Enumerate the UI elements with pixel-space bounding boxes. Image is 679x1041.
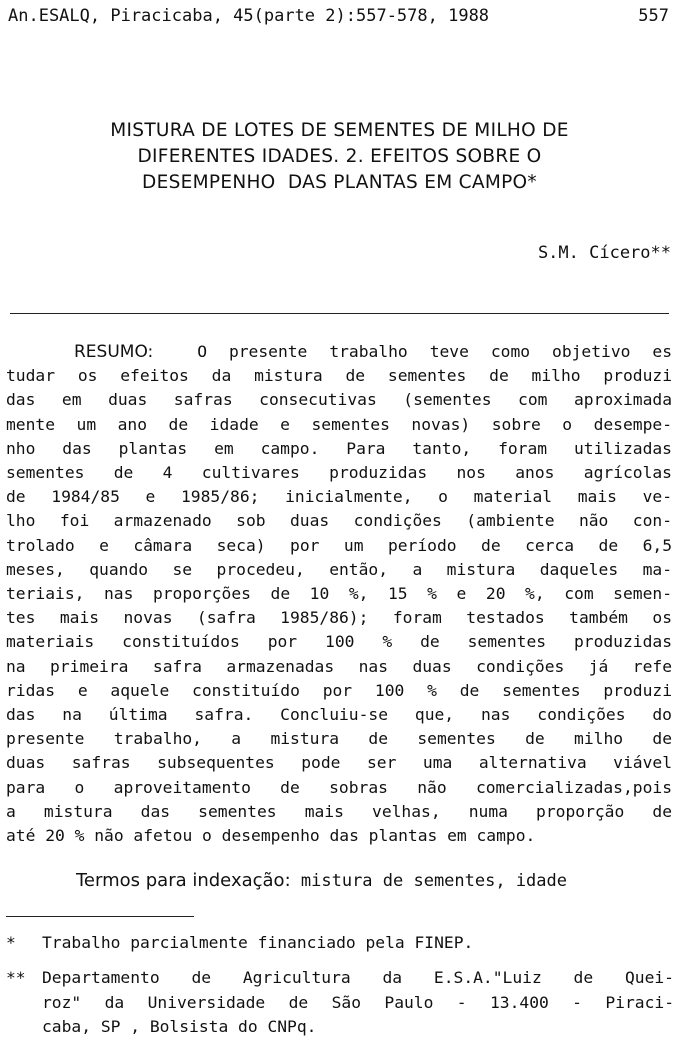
abstract-line: para o aproveitamento de sobras não comercializadas,pois: [6, 777, 672, 797]
abstract-line: das em duas safras consecutivas (sementes com aproximada: [6, 390, 672, 410]
abstract-line: meses, quando se procedeu, então, a mistura daqueles ma-: [6, 559, 672, 579]
footnote-1: [6, 931, 674, 956]
abstract-line: das na última safra. Concluiu-se que, nas condições do: [6, 705, 672, 725]
abstract-line: RESUMO: O presente trabalho teve como objetivo es: [74, 342, 673, 362]
index-terms-value: mistura de sementes, idade: [300, 871, 567, 891]
abstract-line: tudar os efeitos da mistura de sementes de milho produzi: [6, 366, 672, 386]
running-header: [8, 6, 669, 30]
footnote-2: [6, 966, 674, 1040]
abstract-line: materiais constituídos por 100 % de sementes produzidas: [6, 632, 672, 652]
abstract: [6, 340, 672, 848]
footnote-line: Trabalho parcialmente financiado pela FINEP.: [42, 933, 474, 952]
footnote-line: roz" da Universidade de São Paulo - 13.400 - Piraci-: [42, 992, 674, 1012]
footnote-line: caba, SP , Bolsista do CNPq.: [42, 1017, 317, 1036]
title-line: DIFERENTES IDADES. 2. EFEITOS SOBRE O: [137, 146, 542, 167]
section-divider: [10, 313, 669, 314]
abstract-line: a mistura das sementes mais velhas, numa proporção de: [6, 801, 672, 821]
abstract-label: RESUMO:: [74, 342, 154, 362]
author-name: S.M. Cícero**: [537, 243, 671, 263]
abstract-line: tes mais novas (safra 1985/86); foram testados também os: [6, 608, 672, 628]
abstract-line: lho foi armazenado sob duas condições (ambiente não con-: [6, 511, 672, 531]
abstract-line: teriais, nas proporções de 10 %, 15 % e 20 %, com semen-: [6, 584, 672, 604]
title-line: MISTURA DE LOTES DE SEMENTES DE MILHO DE: [110, 120, 569, 141]
footnote-mark: *: [6, 933, 16, 952]
abstract-line: sementes de 4 cultivares produzidas nos anos agrícolas: [6, 463, 672, 483]
abstract-line: na primeira safra armazenadas nas duas condições já refe: [6, 656, 672, 676]
page-number: 557: [638, 6, 669, 26]
title-line: DESEMPENHO DAS PLANTAS EM CAMPO*: [142, 172, 537, 193]
abstract-line: de 1984/85 e 1985/86; inicialmente, o material mais ve-: [6, 487, 672, 507]
abstract-line: presente trabalho, a mistura de sementes de milho de: [6, 729, 672, 749]
abstract-line: trolado e câmara seca) por um período de cerca de 6,5: [6, 535, 672, 555]
index-terms-label: Termos para indexação:: [76, 870, 291, 891]
abstract-line: duas safras subsequentes pode ser uma alternativa viável: [6, 753, 672, 773]
footnote-line: Departamento de Agricultura da E.S.A."Luiz de Quei-: [42, 968, 674, 987]
paper-title: [0, 118, 679, 196]
journal-citation: An.ESALQ, Piracicaba, 45(parte 2):557-578, 1988: [8, 6, 490, 26]
abstract-line: até 20 % não afetou o desempenho das plantas em campo.: [6, 826, 536, 846]
footnote-mark: **: [6, 968, 26, 987]
index-terms: [76, 870, 673, 891]
abstract-line: ridas e aquele constituído por 100 % de sementes produzi: [6, 680, 672, 700]
abstract-line: nho das plantas em campo. Para tanto, foram utilizadas: [6, 438, 672, 458]
abstract-line: mente um ano de idade e sementes novas) sobre o desempe-: [6, 414, 672, 434]
footnote-divider: [6, 916, 194, 917]
